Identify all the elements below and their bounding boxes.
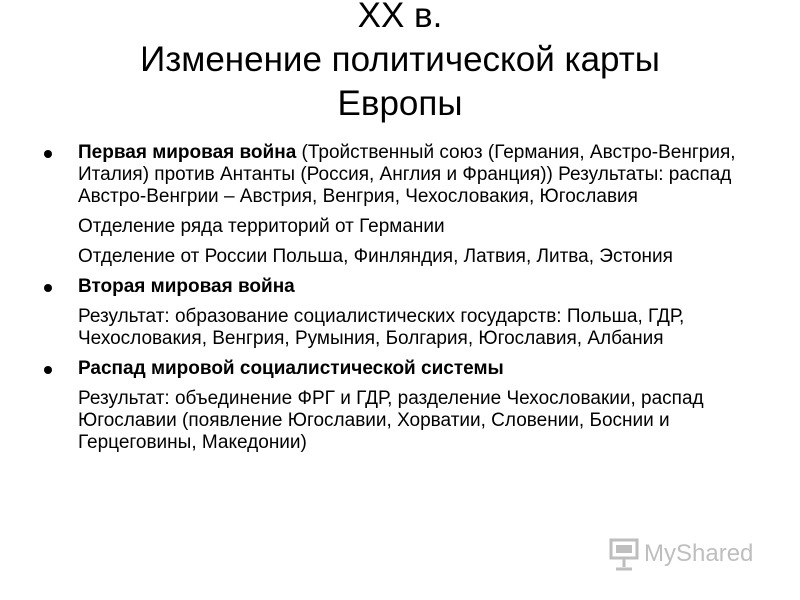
bullet-heading: Вторая мировая война (78, 276, 295, 297)
bullet-item (40, 358, 760, 380)
bullet-dot-icon (44, 366, 52, 374)
title-line: Изменение политической карты (140, 40, 660, 79)
watermark-text: MyShared (644, 540, 754, 567)
bullet-group-ww1 (40, 142, 760, 268)
title-line: Европы (337, 84, 463, 123)
title-line: XX в. (357, 0, 443, 35)
bullet-heading: Распад мировой социалистической системы (78, 358, 504, 379)
bullet-group-socialist-collapse (40, 358, 760, 454)
bullet-item (40, 276, 760, 298)
bullet-dot-icon (44, 150, 52, 158)
slide-content (40, 142, 760, 462)
bullet-dot-icon (44, 284, 52, 292)
bullet-heading: Первая мировая война (78, 142, 297, 163)
sub-paragraph: Результат: объединение ФРГ и ГДР, разделение Чехословакии, распад Югославии (появление Югославии, Хорватии, Словении, Боснии и Герцеговины, Македонии) (78, 388, 704, 453)
slide-title (20, 0, 780, 126)
bullet-item (40, 142, 760, 208)
bullet-group-ww2 (40, 276, 760, 350)
sub-paragraph: Отделение от России Польша, Финляндия, Латвия, Литва, Эстония (78, 246, 673, 267)
sub-paragraph: Результат: образование социалистических государств: Польша, ГДР, Чехословакия, Венгрия, Румыния, Болгария, Югославия, Албания (78, 306, 685, 349)
presentation-board-icon (608, 537, 640, 571)
watermark (608, 536, 768, 572)
sub-paragraph: Отделение ряда территорий от Германии (78, 216, 445, 237)
bullet-text: (Тройственный союз (Германия, Австро-Венгрия, Италия) против Антанты (Россия, Англия и Франция)) Результаты: распад Австро-Венгрии – Австрия, Венгрия, Чехословакия, Югославия (78, 142, 736, 207)
